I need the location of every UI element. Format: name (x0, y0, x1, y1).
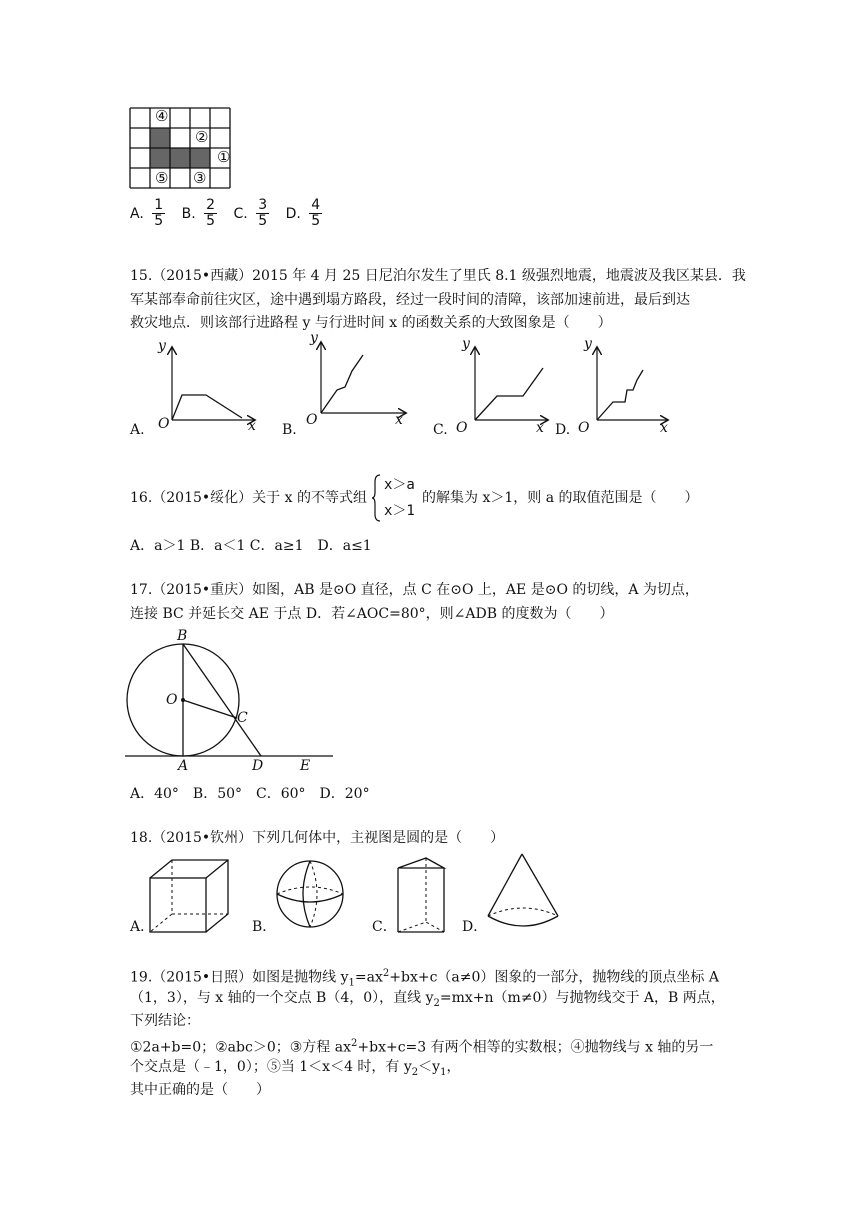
q17-label-c: C (237, 710, 248, 726)
option-d-fraction: $\frac{4}{5}$ (311, 197, 321, 229)
option-c-fraction: $\frac{3}{5}$ (258, 197, 268, 229)
prism-figure (396, 856, 448, 936)
q15-graph-d (575, 340, 675, 430)
sphere-figure (274, 858, 346, 930)
q15-d-x: x (660, 420, 668, 436)
q19-line2: （1，3），与 x 轴的一个交点 B（4，0），直线 $y_2=mx+n(m\ne 0)$与抛物线交于 A，B 两点， (130, 990, 725, 1009)
q16-ineq1: x＞a (384, 477, 415, 493)
option-b-fraction: $\frac{2}{5}$ (206, 197, 216, 229)
q15-line3: 救灾地点．则该部行进路程 y 与行进时间 x 的函数关系的大致图象是（ ） (130, 315, 612, 331)
grid-label-2: ② (195, 128, 209, 146)
q17-label-e: E (300, 758, 311, 774)
q17-line2: 连接 BC 并延长交 AE 于点 D．若∠AOC=80°，则∠ADB 的度数为（ ） (130, 606, 614, 622)
q15-a-y: y (158, 338, 166, 354)
q15-line2: 军某部奉命前往灾区，途中遇到塌方路段，经过一段时间的清障，该部加速前进，最后到达 (130, 292, 690, 308)
q15-d-y: y (584, 336, 592, 352)
q15-option-d: D. (555, 422, 571, 438)
q18-line1: 18.（2015•钦州）下列几何体中，主视图是圆的是（ ） (130, 830, 505, 846)
q17-options: A．40° B．50° C．60° D．20° (130, 786, 370, 802)
grid-label-5: ⑤ (155, 169, 169, 187)
option-b-label: B. (181, 205, 196, 222)
q15-line1: 15.（2015•西藏）2015 年 4 月 25 日尼泊尔发生了里氏 8.1 级强烈地震，地震波及我区某县．我 (130, 268, 746, 284)
q17-label-a: A (178, 758, 189, 774)
q18-option-a: A． (130, 919, 155, 935)
option-a-fraction: $\frac{1}{5}$ (154, 197, 164, 229)
q15-option-c: C. (433, 422, 448, 438)
option-a-label: A. (130, 205, 144, 222)
q17-line1: 17.（2015•重庆）如图，AB 是⊙O 直径，点 C 在⊙O 上，AE 是⊙O 的切线，A 为切点， (130, 582, 699, 598)
q18-option-c: C． (372, 919, 397, 935)
grid-label-1: ① (217, 148, 231, 166)
q16-brace (372, 474, 382, 522)
option-d-label: D. (285, 205, 301, 222)
q16-options: A．a＞1 B．a＜1 C．a≥1 D．a≤1 (130, 538, 372, 554)
q17-label-o: O (166, 692, 178, 708)
q19-line1: 19.（2015•日照）如图是抛物线 $y_1=ax^2+bx+c(a\ne 0)$图象的一部分，抛物线的顶点坐标 A (130, 968, 719, 989)
q15-b-o: O (306, 412, 318, 428)
q15-graph-c (455, 340, 555, 430)
q15-option-b: B. (282, 422, 297, 438)
q15-c-o: O (456, 420, 468, 436)
option-c-label: C. (233, 205, 248, 222)
q15-d-o: O (578, 420, 590, 436)
cube-figure (148, 858, 230, 934)
grid-label-3: ③ (193, 169, 207, 187)
q14-options (130, 198, 326, 229)
q16-prefix: 16.（2015•绥化）关于 x 的不等式组 (130, 490, 367, 506)
q15-b-y: y (310, 330, 318, 346)
q15-a-x: x (248, 418, 256, 434)
q19-line6: 其中正确的是（ ） (130, 1082, 270, 1098)
q18-option-d: D． (462, 919, 488, 935)
q19-line5: 个交点是（﹣1，0）；⑤当 1＜x＜4 时，有 $y_2<y_1$， (130, 1059, 461, 1078)
q16-ineq2: x＞1 (384, 503, 415, 519)
q19-line4: ①2a+b=0；②abc＞0；③方程 $ax^2+bx+c=3$ 有两个相等的实数根；④抛物线与 x 轴的另一 (130, 1038, 714, 1056)
q15-a-o: O (158, 416, 170, 432)
q17-circle-figure (125, 640, 335, 765)
q15-b-x: x (395, 412, 403, 428)
q18-option-b: B． (252, 919, 277, 935)
q15-c-x: x (536, 420, 544, 436)
q17-label-d: D (252, 758, 264, 774)
cone-figure (484, 852, 562, 932)
q17-label-b: B (177, 628, 188, 644)
q16-suffix: 的解集为 x＞1，则 a 的取值范围是（ ） (422, 490, 699, 506)
q15-c-y: y (462, 336, 470, 352)
grid-label-4: ④ (155, 107, 169, 125)
q15-option-a: A. (130, 422, 145, 438)
q19-line3: 下列结论： (130, 1013, 200, 1029)
